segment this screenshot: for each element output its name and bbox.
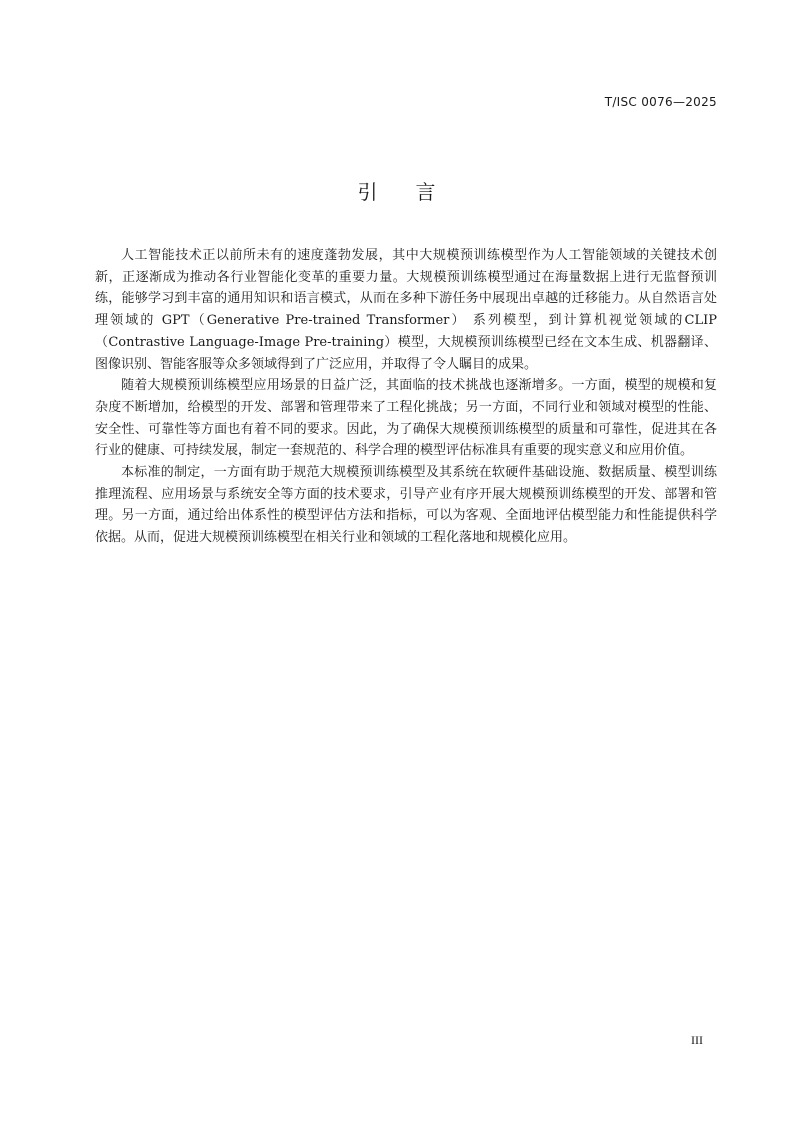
paragraph-1: 人工智能技术正以前所未有的速度蓬勃发展，其中大规模预训练模型作为人工智能领域的关键技术创新，正逐渐成为推动各行业智能化变革的重要力量。大规模预训练模型通过在海量数据上进行无监督预训练，能够学习到丰富的通用知识和语言模式，从而在多种下游任务中展现出卓越的迁移能力。从自然语言处理领域的 GPT（Generative Pre-trained Transformer） 系列模型，到计算机视觉领域的CLIP（Contrastive Language-Image Pre-training）模型，大规模预训练模型已经在文本生成、机器翻译、图像识别、智能客服等众多领域得到了广泛应用，并取得了令人瞩目的成果。: [95, 248, 717, 372]
paragraph-2: 随着大规模预训练模型应用场景的日益广泛，其面临的技术挑战也逐渐增多。一方面，模型的规模和复杂度不断增加，给模型的开发、部署和管理带来了工程化挑战；另一方面，不同行业和领域对模型的性能、安全性、可靠性等方面也有着不同的要求。因此，为了确保大规模预训练模型的质量和可靠性，促进其在各行业的健康、可持续发展，制定一套规范的、科学合理的模型评估标准具有重要的现实意义和应用价值。: [95, 378, 717, 459]
document-code: T/ISC 0076—2025: [604, 95, 717, 109]
page-title: 引言: [357, 180, 474, 204]
page-number: III: [691, 1033, 703, 1047]
introduction-body: [95, 245, 717, 549]
paragraph-3: 本标准的制定，一方面有助于规范大规模预训练模型及其系统在软硬件基础设施、数据质量、模型训练推理流程、应用场景与系统安全等方面的技术要求，引导产业有序开展大规模预训练模型的开发、部署和管理。另一方面，通过给出体系性的模型评估方法和指标，可以为客观、全面地评估模型能力和性能提供科学依据。从而，促进大规模预训练模型在相关行业和领域的工程化落地和规模化应用。: [95, 465, 717, 546]
